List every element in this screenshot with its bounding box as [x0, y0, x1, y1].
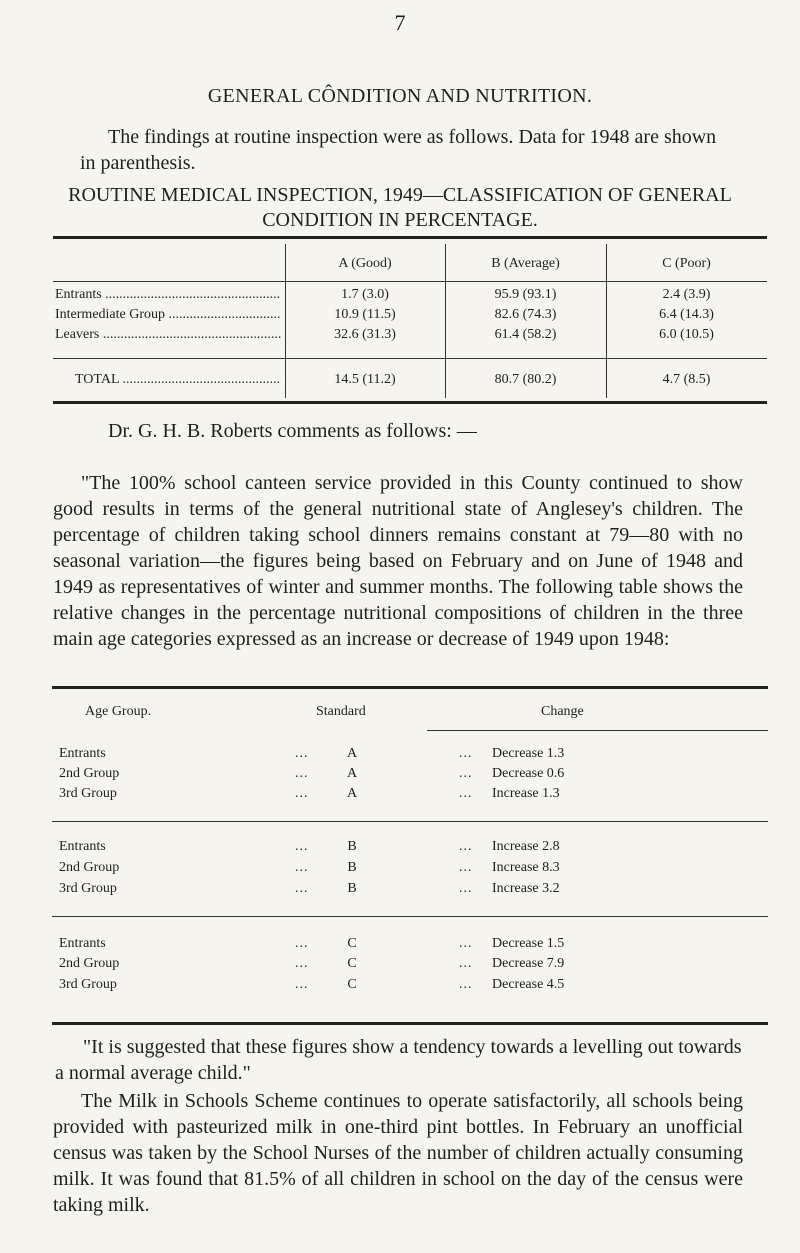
header-age-group: Age Group.: [85, 704, 152, 719]
dot-leader: ...: [459, 977, 473, 992]
cell-c: 6.0 (10.5): [659, 327, 714, 342]
standard-cell: C: [347, 977, 357, 992]
change-table: [52, 686, 768, 1026]
row-label: Intermediate Group .....: [55, 307, 281, 323]
dot-leader: ...: [295, 746, 309, 761]
standard-cell: B: [347, 881, 357, 896]
header-standard: Standard: [316, 704, 366, 719]
cell-b: 82.6 (74.3): [494, 307, 557, 322]
age-cell: Entrants: [59, 839, 106, 854]
table-rule: [53, 236, 767, 239]
total-label: TOTAL .....: [75, 372, 281, 388]
column-header-a: A (Good): [338, 256, 392, 271]
cell-a: 32.6 (31.3): [334, 327, 396, 342]
classification-table: [53, 236, 767, 404]
dot-leader: ...: [459, 786, 473, 801]
table-rule: [427, 730, 768, 731]
total-a: 14.5 (11.2): [334, 372, 396, 387]
standard-cell: C: [347, 936, 357, 951]
table-row: [52, 956, 768, 974]
page-number: 7: [394, 10, 406, 35]
change-cell: Decrease 7.9: [492, 956, 565, 971]
dot-leader: ...: [459, 881, 473, 896]
row-label: Leavers .....: [55, 327, 281, 343]
change-cell: Decrease 0.6: [492, 766, 565, 781]
table-row: [52, 786, 768, 804]
age-cell: 3rd Group: [59, 977, 117, 992]
standard-cell: A: [346, 766, 358, 781]
cell-c: 2.4 (3.9): [662, 287, 711, 302]
standard-cell: B: [347, 839, 357, 854]
cell-b: 61.4 (58.2): [494, 327, 557, 342]
table-rule: [52, 686, 768, 689]
cell-a: 10.9 (11.5): [334, 307, 396, 322]
age-cell: 3rd Group: [59, 786, 117, 801]
table-rule: [53, 401, 767, 404]
dot-leader: ...: [295, 786, 309, 801]
table-rule: [53, 281, 767, 282]
dot-leader: ...: [295, 936, 309, 951]
age-cell: 2nd Group: [59, 860, 120, 875]
milk-paragraph: The Milk in Schools Scheme continues to operate satisfactorily, all schools being provided with pasteurized milk in one-third pint bottles. In February an unofficial census was taken by the School Nurses of the number of children actually consuming milk. It was found that 81.5% of all children in school on the day of the census were taking milk.: [53, 1090, 743, 1216]
age-cell: Entrants: [59, 936, 106, 951]
standard-cell: A: [346, 786, 358, 801]
dot-leader: ...: [459, 839, 473, 854]
table-row: [52, 860, 768, 878]
age-cell: 2nd Group: [59, 766, 120, 781]
quote-paragraph: "It is suggested that these figures show a tendency towards a levelling out towards a normal average child.": [55, 1036, 742, 1084]
cell-a: 1.7 (3.0): [341, 287, 389, 302]
row-label: Entrants .....: [55, 287, 281, 303]
intro-paragraph: The findings at routine inspection were as follows. Data for 1948 are shown in parenthesis.: [80, 126, 717, 174]
total-c: 4.7 (8.5): [662, 372, 711, 387]
dot-leader: ...: [295, 860, 309, 875]
standard-cell: C: [347, 956, 357, 971]
table-row: [52, 839, 768, 857]
table-row: [52, 746, 768, 764]
column-header-c: C (Poor): [662, 256, 711, 271]
dot-leader: ...: [459, 860, 473, 875]
cell-c: 6.4 (14.3): [659, 307, 714, 322]
change-cell: Increase 8.3: [492, 860, 560, 875]
change-cell: Increase 1.3: [492, 786, 560, 801]
table-row: [52, 766, 768, 784]
dot-leader: ...: [295, 956, 309, 971]
comment-intro: Dr. G. H. B. Roberts comments as follows: —: [108, 420, 477, 442]
table-row: [52, 977, 768, 995]
dot-leader: ...: [295, 977, 309, 992]
age-cell: 3rd Group: [59, 881, 117, 896]
standard-cell: B: [347, 860, 357, 875]
dot-leader: ...: [459, 936, 473, 951]
cell-b: 95.9 (93.1): [494, 287, 557, 302]
section-heading: GENERAL CÔNDITION AND NUTRITION.: [207, 85, 593, 107]
comment-body: "The 100% school canteen service provided in this County continued to show good results in terms of the general nutritional state of Anglesey's children. The percentage of children taking school dinners remains constant at 79—80 with no seasonal variation—the figures being based on February and on June of 1948 and 1949 as representatives of winter and summer months. The following table shows the relative changes in the percentage nutritional compositions of children in the three main age categories expressed as an increase or decrease of 1949 upon 1948:: [53, 472, 743, 650]
table-rule: [53, 358, 767, 359]
header-change: Change: [541, 704, 584, 719]
change-cell: Decrease 1.3: [492, 746, 565, 761]
dot-leader: ...: [459, 956, 473, 971]
dot-leader: ...: [295, 766, 309, 781]
change-cell: Increase 2.8: [492, 839, 560, 854]
age-cell: Entrants: [59, 746, 106, 761]
table-row: [52, 936, 768, 954]
dot-leader: ...: [295, 881, 309, 896]
table-rule: [52, 821, 768, 822]
change-cell: Decrease 1.5: [492, 936, 565, 951]
table-row: [52, 881, 768, 899]
age-cell: 2nd Group: [59, 956, 120, 971]
table-rule: [52, 1022, 768, 1025]
standard-cell: A: [346, 746, 358, 761]
change-cell: Increase 3.2: [492, 881, 560, 896]
total-b: 80.7 (80.2): [494, 372, 557, 387]
dot-leader: ...: [459, 766, 473, 781]
table1-title: ROUTINE MEDICAL INSPECTION, 1949—CLASSIFICATION OF GENERAL CONDITION IN PERCENTAGE.: [68, 184, 732, 231]
column-header-b: B (Average): [491, 256, 560, 271]
dot-leader: ...: [295, 839, 309, 854]
table-rule: [52, 916, 768, 917]
change-cell: Decrease 4.5: [492, 977, 565, 992]
dot-leader: ...: [459, 746, 473, 761]
